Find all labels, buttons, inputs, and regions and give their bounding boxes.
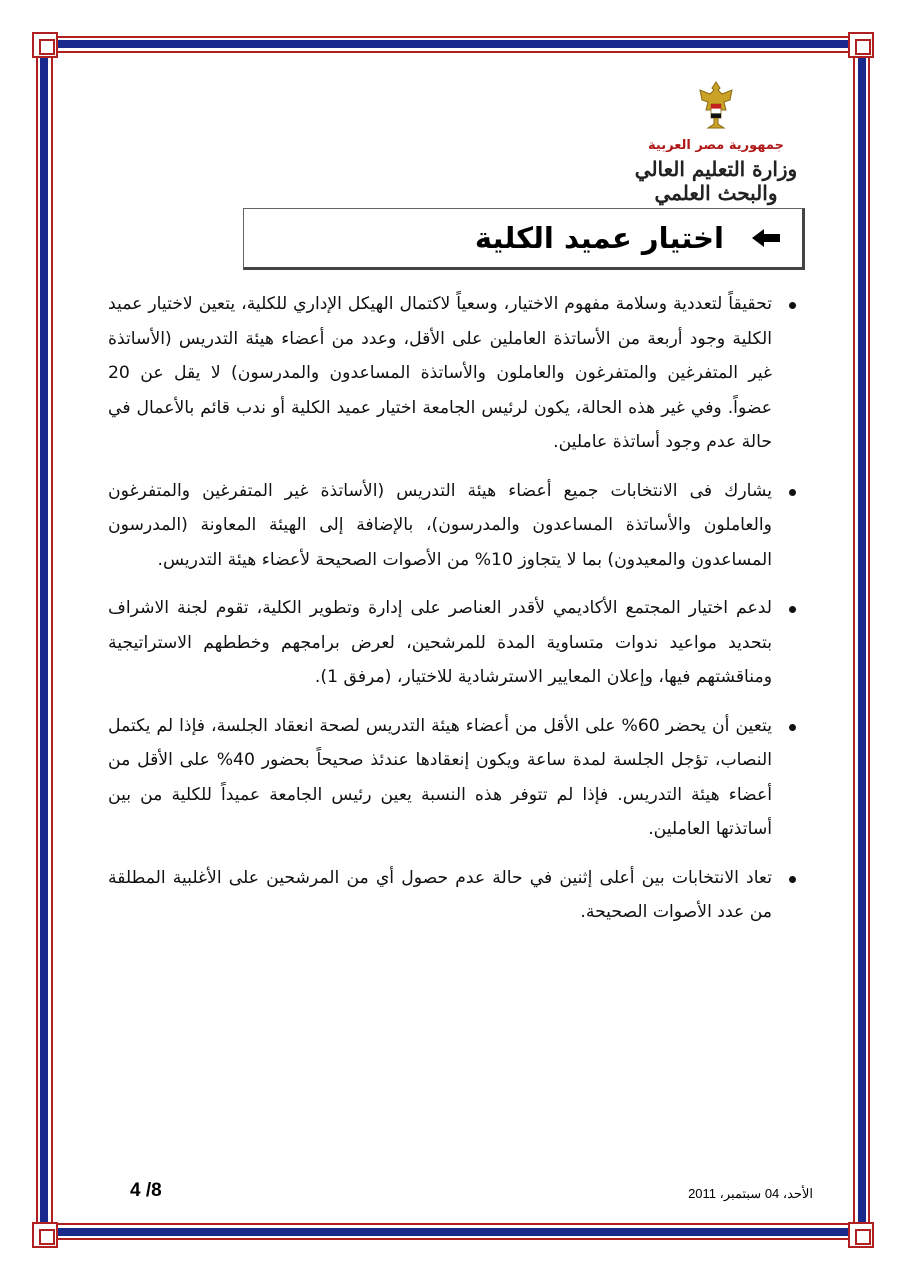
- list-item-text: تحقيقاً لتعددية وسلامة مفهوم الاختيار، وسعياً لاكتمال الهيكل الإداري للكلية، يتعين لاختيار عميد الكلية وجود أربعة من الأساتذة العاملين على الأقل، وعدد من أعضاء هيئة التدريس (الأساتذة غير المتفرغين والمتفرغون والعاملون والأساتذة المساعدون والمدرسون) لا يقل عن 20 عضواً. وفي غير هذه الحالة، يكون لرئيس الجامعة اختيار عميد الكلية أو ندب قائم بالأعمال في حالة عدم وجود أساتذة عاملين.: [108, 294, 772, 452]
- bullet-list: [108, 287, 798, 944]
- bullet-icon: [789, 606, 796, 613]
- title-box: [243, 208, 805, 270]
- corner-ornament: [848, 1222, 874, 1248]
- page-number: 4 /8: [130, 1180, 162, 1201]
- list-item: [108, 709, 798, 847]
- bullet-icon: [789, 302, 796, 309]
- corner-ornament: [32, 32, 58, 58]
- corner-ornament: [32, 1222, 58, 1248]
- list-item: [108, 861, 798, 930]
- page-title: اختيار عميد الكلية: [474, 221, 724, 255]
- logo-ministry-name: وزارة التعليم العالي والبحث العلمي: [634, 157, 798, 205]
- list-item: [108, 474, 798, 578]
- list-item-text: يتعين أن يحضر 60% على الأقل من أعضاء هيئة التدريس لصحة انعقاد الجلسة، فإذا لم يكتمل النصاب، تؤجل الجلسة لمدة ساعة ويكون إنعقادها عندئذ صحيحاً بحضور 40% على الأقل من أعضاء هيئة التدريس. فإذا لم تتوفر هذه النسبة يعين رئيس الجامعة عميداً للكلية من بين أساتذتها العاملين.: [108, 715, 772, 839]
- corner-ornament: [848, 32, 874, 58]
- eagle-emblem-icon: [696, 80, 736, 132]
- logo-country-name: جمهورية مصر العربية: [648, 138, 784, 153]
- ministry-logo: [621, 80, 811, 205]
- list-item-text: لدعم اختيار المجتمع الأكاديمي لأقدر العناصر على إدارة وتطوير الكلية، تقوم لجنة الاشراف بتحديد مواعيد ندوات متساوية المدة للمرشحين، لعرض برامجهم وخططهم الاستراتيجية ومناقشتهم فيها، وإعلان المعايير الاسترشادية للاختيار، (مرفق 1).: [108, 598, 772, 687]
- bullet-icon: [789, 724, 796, 731]
- list-item-text: يشارك فى الانتخابات جميع أعضاء هيئة التدريس (الأساتذة غير المتفرغين والمتفرغون والعاملون والأساتذة المساعدون والمدرسون)، بالإضافة إلى الهيئة المعاونة (المدرسون المساعدون والمعيدون) بما لا يتجاوز 10% من الأصوات الصحيحة لأعضاء هيئة التدريس.: [108, 480, 772, 570]
- list-item: [108, 591, 798, 695]
- list-item: [108, 287, 798, 460]
- arrow-left-icon: [750, 227, 782, 249]
- bullet-icon: [789, 489, 796, 496]
- bullet-icon: [789, 876, 796, 883]
- footer-date: الأحد، 04 سبتمبر، 2011: [688, 1186, 813, 1201]
- list-item-text: تعاد الانتخابات بين أعلى إثنين في حالة عدم حصول أي من المرشحين على الأغلبية المطلقة من عدد الأصوات الصحيحة.: [108, 867, 772, 922]
